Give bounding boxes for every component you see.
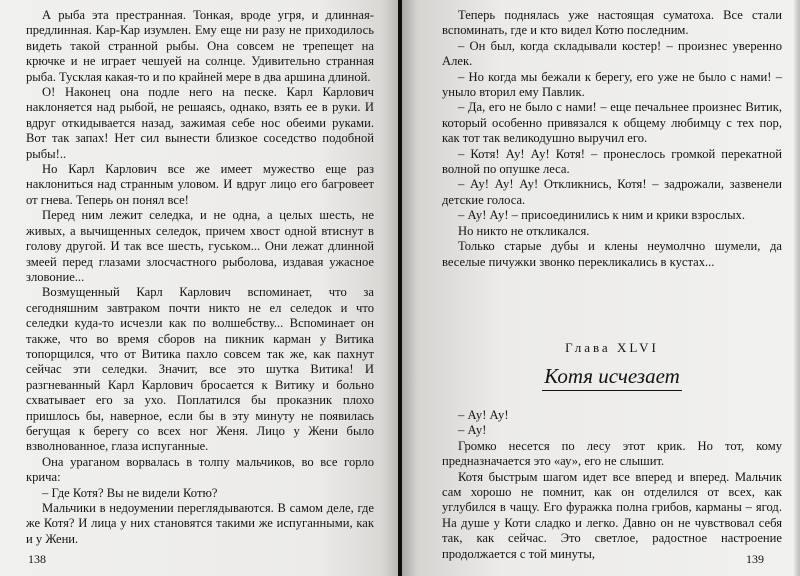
paragraph: О! Наконец она подле него на песке. Карл Карлович наклоняется над рыбой, не решаясь, однако, взять ее в руки. И вдруг откидывается назад, зажимая себе нос обеими руками. Вот так запах! Нет сил вынести близкое соседство подобной рыбы!.. xyxy=(26,85,374,161)
left-page xyxy=(0,0,398,576)
right-page-text-bottom xyxy=(442,408,782,562)
paragraph: – Где Котя? Вы не видели Котю? xyxy=(42,485,218,500)
paragraph: Теперь поднялась уже настоящая суматоха. Все стали вспоминать, где и кто видел Котю последним. xyxy=(442,8,782,38)
paragraph: – Ау! xyxy=(458,423,487,438)
paragraph: Перед ним лежит селедка, и не одна, а целых шесть, не живых, а вычищенных селедок, причем хвост одной втиснут в голову другой. И так все шесть, гуськом... Они лежат длинной змеей перед глазами злосчастного рыболова, издавая ужасное зловоние... xyxy=(26,208,374,284)
paragraph: – Но когда мы бежали к берегу, его уже не было с нами! – уныло вторил ему Павлик. xyxy=(442,69,782,100)
paragraph: Возмущенный Карл Карлович вспоминает, что за сегодняшним завтраком почти никто не ел селедок и что селедки куда-то исчезли как по волшебству... Вспоминает он также, что во время сборов на пикник карман у Витика топорщился, что от Витика пахло совсем так же, как пахнут сейчас эти селедки. Значит, все это шутка Витика! И разгневанный Карл Карлович бросается к Витику и больно схватывает его за ухо. Поплатился бы проказник плохо пришлось бы, наверное, если бы в эту минуту не появилась бегущая к берегу со всех ног Женя. Лицо у Жени было взволнованное, глаза испуганные. xyxy=(26,285,374,454)
paragraph: Котя быстрым шагом идет все вперед и вперед. Мальчик сам хорошо не помнит, как он отделился от всех, как углубился в чащу. Его фуражка полна грибов, карманы – ягод. На душе у Коти сладко и легко. Давно он не чувствовал себя так, как сейчас. Это светлое, радостное настроение продолжается с той минуты, xyxy=(442,469,782,561)
paragraph: Но Карл Карлович все же имеет мужество еще раз наклониться над странным уловом. И вдруг лицо его багровеет от гнева. Теперь он понял все! xyxy=(26,162,374,207)
paragraph: – Да, его не было с нами! – еще печальнее произнес Витик, который особенно привязался к общему любимцу с тех пор, как тот так великодушно выручил его. xyxy=(442,100,782,146)
chapter-title-text: Котя исчезает xyxy=(542,364,682,391)
paragraph: – Ау! Ау! xyxy=(458,408,509,422)
paragraph: – Ау! Ау! – присоединились к ним и крики взрослых. xyxy=(458,208,745,223)
chapter-number: Глава XLVI xyxy=(565,340,659,355)
paragraph: Но никто не откликался. xyxy=(458,223,590,238)
paragraph: – Он был, когда складывали костер! – произнес уверенно Алек. xyxy=(442,38,782,69)
page-number: 138 xyxy=(28,552,46,566)
paragraph: А рыба эта престранная. Тонкая, вроде угря, и длинная-предлинная. Кар-Кар изумлен. Ему еще ни разу не приходилось видеть такой странной рыбы. Она совсем не трепещет на крючке и не играет чешуей на солнце. Удивительно странная рыба. Тусклая какая-то и по крайней мере в два аршина длиной. xyxy=(26,8,374,84)
right-page xyxy=(402,0,800,576)
paragraph: – Котя! Ау! Ау! Котя! – пронеслось громкой перекатной волной по опушке леса. xyxy=(442,146,782,177)
page-number: 139 xyxy=(746,552,764,566)
paragraph: Громко несется по лесу этот крик. Но тот, кому предназначается это «ау», его не слышит. xyxy=(442,438,782,469)
paragraph: Только старые дубы и клены неумолчно шумели, да веселые пичужки звонко перекликались в кустах... xyxy=(442,239,782,269)
paragraph: Она ураганом ворвалась в толпу мальчиков, во все горло крича: xyxy=(26,454,374,485)
paragraph: – Ау! Ау! Ау! Откликнись, Котя! – задрожали, зазвенели детские голоса. xyxy=(442,177,782,207)
paragraph: Мальчики в недоумении переглядываются. В самом деле, где же Котя? И лица у них становятся такими же испуганными, как и у Жени. xyxy=(26,501,374,546)
left-page-text xyxy=(26,8,374,547)
right-page-text-top xyxy=(442,8,782,270)
chapter-title xyxy=(442,364,782,391)
